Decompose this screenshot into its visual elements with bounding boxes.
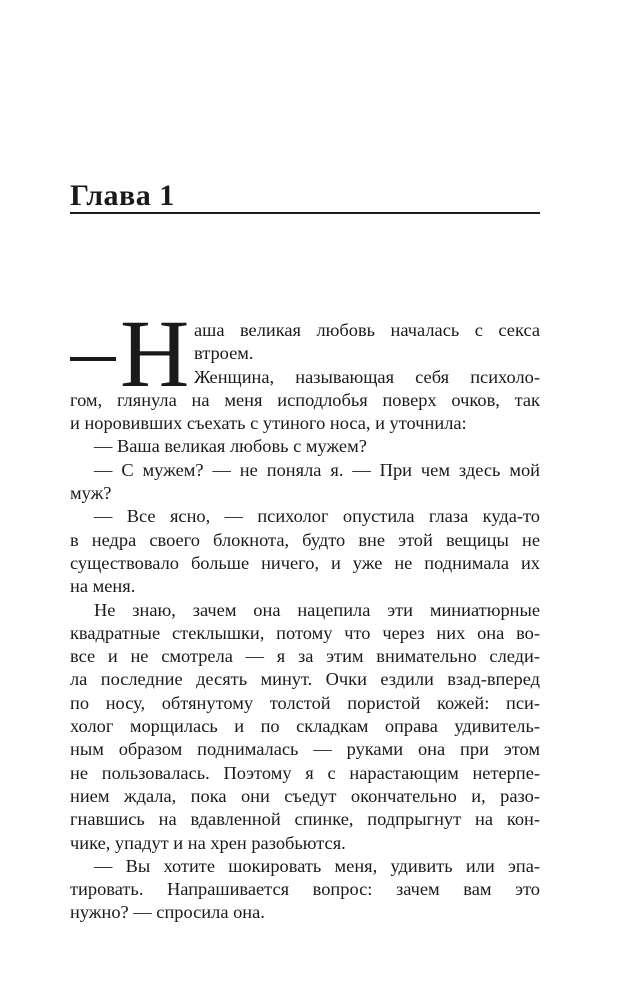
text-line: — Ваша великая любовь с мужем? — [94, 436, 367, 457]
text-line: холог морщилась и по складкам оправа удивитель- — [70, 716, 540, 737]
text-line: нием ждала, пока они съедут окончательно и, разо- — [70, 785, 540, 806]
text-line: и норовивших съехать с утиного носа, и уточнила: — [70, 413, 467, 434]
text-line: по носу, обтянутому толстой пористой кожей: пси- — [70, 692, 540, 713]
text-line: квадратные стеклышки, потому что через них она во- — [70, 622, 540, 643]
text-line: на меня. — [70, 576, 136, 597]
chapter-title: Глава 1 — [70, 179, 175, 212]
text-line: чике, упадут и на хрен разобьются. — [70, 832, 346, 853]
text-line: ла последние десять минут. Очки ездили взад-вперед — [70, 669, 540, 690]
chapter-rule — [70, 212, 540, 214]
text-line: ным образом поднималась — руками она при этом — [70, 739, 540, 760]
text-line: существовало больше ничего, и уже не поднимала их — [70, 552, 540, 573]
drop-cap — [70, 300, 190, 407]
text-line: гнавшись на вдавленной спинке, подпрыгнут на кон- — [70, 809, 540, 830]
text-line: гом, глянула на меня исподлобья поверх очков, так — [70, 389, 540, 410]
text-line: Женщина, называющая себя психоло- — [194, 366, 540, 387]
text-line: в недра своего блокнота, будто вне этой вещицы не — [70, 529, 540, 550]
text-line: нужно? — спросила она. — [70, 902, 265, 923]
text-line: аша великая любовь началась с секса — [194, 320, 540, 340]
text-line: муж? — [70, 483, 112, 504]
text-line: Не знаю, зачем она нацепила эти миниатюрные — [94, 599, 540, 620]
drop-cap-letter: Н — [120, 300, 190, 407]
chapter-text — [70, 300, 540, 925]
text-line: тировать. Напрашивается вопрос: зачем вам это — [70, 879, 540, 900]
text-line: все и не смотрела — я за этим внимательно следи- — [70, 646, 540, 667]
text-line: втроем. — [194, 343, 254, 364]
text-line: — С мужем? — не поняла я. — При чем здесь мой — [94, 459, 540, 480]
text-line: — Все ясно, — психолог опустила глаза куда-то — [94, 506, 540, 527]
drop-cap-dash — [70, 357, 116, 361]
text-line: не пользовалась. Поэтому я с нарастающим нетерпе- — [70, 762, 540, 783]
text-line: — Вы хотите шокировать меня, удивить или эпа- — [94, 855, 540, 876]
